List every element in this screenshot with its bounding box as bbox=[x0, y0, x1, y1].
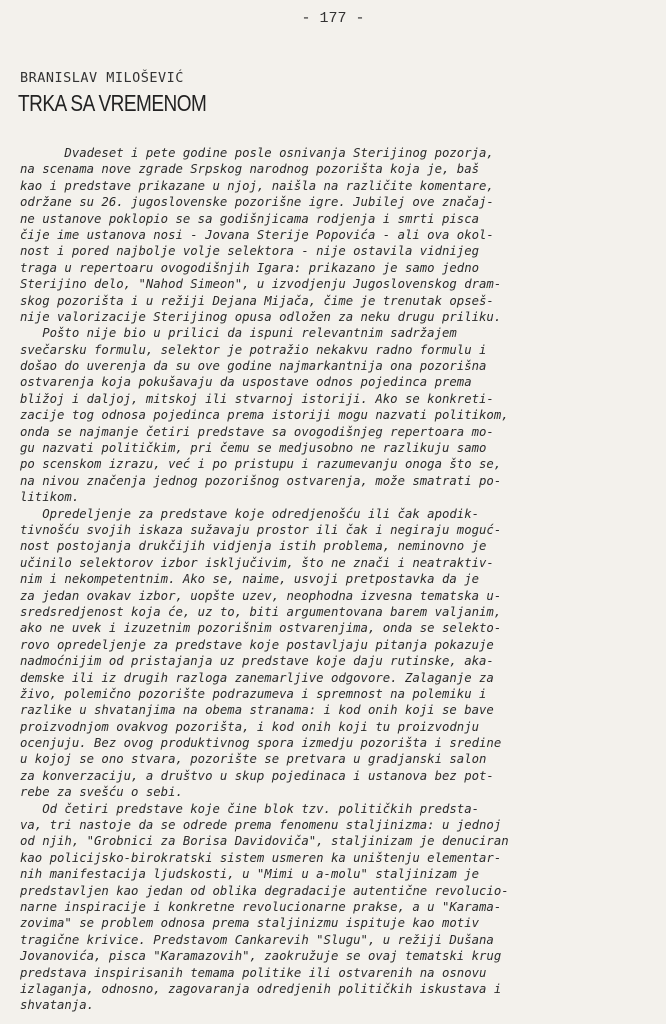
text-line: zovima" se problem odnosa prema staljinizmu ispituje kao motiv bbox=[20, 916, 480, 931]
page-number: - 177 - bbox=[301, 10, 365, 27]
article-title: TRKA SA VREMENOM bbox=[18, 92, 207, 118]
text-line: razlike u shvatanjima na obema stranama: i kod onih koji se bave bbox=[20, 703, 494, 718]
text-line: zacije tog odnosa pojedinca prema istoriji mogu nazvati politikom, bbox=[20, 408, 509, 423]
author-name: BRANISLAV MILOŠEVIĆ bbox=[20, 70, 184, 86]
text-line: Opredeljenje za predstave koje odredjenošću ili čak apodik- bbox=[20, 506, 480, 521]
text-line: kao policijsko-birokratski sistem usmeren ka uništenju elementar- bbox=[20, 850, 502, 865]
text-line: va, tri nastoje da se odrede prema fenomenu staljinizma: u jednoj bbox=[20, 818, 502, 833]
text-line: Sterijino delo, "Nahod Simeon", u izvodjenju Jugoslovenskog dram- bbox=[20, 277, 502, 292]
text-line: nije valorizacije Sterijinog opusa odložen za neku drugu priliku. bbox=[20, 309, 502, 324]
text-line: demske ili iz drugih razloga zanemarljive odgovore. Zalaganje za bbox=[20, 670, 494, 685]
text-line: bližoj i daljoj, mitskoj ili stvarnoj istoriji. Ako se konkreti- bbox=[20, 391, 494, 406]
text-line: rovo opredeljenje za predstave koje postavljaju pitanja pokazuje bbox=[20, 637, 494, 652]
article-body bbox=[20, 145, 648, 1014]
text-line: onda se najmanje četiri predstave sa ovogodišnjeg repertoara mo- bbox=[20, 424, 494, 439]
text-line: nih manifestacija ljudskosti, u "Mimi u a-molu" staljinizam je bbox=[20, 867, 480, 882]
text-line: nim i nekompetentnim. Ako se, naime, usvoji pretpostavka da je bbox=[20, 572, 480, 587]
text-line: traga u repertoaru ovogodišnjih Igara: prikazano je samo jedno bbox=[20, 260, 480, 275]
text-line: narne inspiracije i konkretne revolucionarne prakse, a u "Karama- bbox=[20, 899, 502, 914]
text-line: održane su 26. jugoslovenske pozorišne igre. Jubilej ove značaj- bbox=[20, 195, 494, 210]
text-line: došao do uverenja da su ove godine najmarkantnija ona pozorišna bbox=[20, 359, 487, 374]
text-line: učinilo selektorov izbor isključivim, što ne znači i neatraktiv- bbox=[20, 555, 494, 570]
text-line: na nivou značenja jednog pozorišnog ostvarenja, može smatrati po- bbox=[20, 473, 502, 488]
text-line: za konverzaciju, a društvo u skup pojedinaca i ustanova bez pot- bbox=[20, 768, 494, 783]
text-line: izlaganja, odnosno, zagovaranja odredjenih političkih iskustava i bbox=[20, 981, 502, 996]
text-line: svečarsku formulu, selektor je potražio nekakvu radno formulu i bbox=[20, 342, 487, 357]
text-line: čije ime ustanova nosi - Jovana Sterije Popovića - ali ova okol- bbox=[20, 227, 494, 242]
text-line: rebe za svešću o sebi. bbox=[20, 785, 183, 800]
text-line: Dvadeset i pete godine posle osnivanja Sterijinog pozorja, bbox=[20, 146, 494, 160]
text-line: za jedan ovakav izbor, uopšte uzev, neophodna izvesna tematska u- bbox=[20, 588, 502, 603]
text-line: predstava inspirisanih temama politike ili ostvarenih na osnovu bbox=[20, 965, 487, 980]
text-line: tragične krivice. Predstavom Cankarevih "Slugu", u režiji Dušana bbox=[20, 932, 494, 947]
text-line: litikom. bbox=[20, 490, 80, 505]
text-line: ne ustanove poklopio se sa godišnjicama rodjenja i smrti pisca bbox=[20, 211, 480, 226]
text-line: ocenjuju. Bez ovog produktivnog spora izmedju pozorišta i sredine bbox=[20, 736, 502, 751]
text-line: nost i pored najbolje volje selektora - nije ostavila vidnijeg bbox=[20, 244, 480, 259]
text-line: gu nazvati političkim, pri čemu se medjusobno ne razlikuju samo bbox=[20, 441, 487, 456]
text-line: od njih, "Grobnici za Borisa Davidoviča", staljinizam je denuciran bbox=[20, 834, 509, 849]
text-line: proizvodnjom ovakvog pozorišta, i kod onih koji tu proizvodnju bbox=[20, 719, 480, 734]
text-line: skog pozorišta i u režiji Dejana Mijača, čime je trenutak opseš- bbox=[20, 293, 494, 308]
text-line: po scenskom izrazu, već i po pristupu i razumevanju onoga što se, bbox=[20, 457, 502, 472]
text-line: Od četiri predstave koje čine blok tzv. političkih predsta- bbox=[20, 801, 480, 816]
text-line: na scenama nove zgrade Srpskog narodnog pozorišta koja je, baš bbox=[20, 162, 480, 177]
text-line: nost postojanja drukčijih vidjenja istih problema, neminovno je bbox=[20, 539, 487, 554]
text-line: tivnošću svojih iskaza sužavaju prostor ili čak i negiraju moguć- bbox=[20, 522, 502, 537]
text-line: Pošto nije bio u prilici da ispuni relevantnim sadržajem bbox=[20, 326, 457, 341]
text-line: živo, polemično pozorište podrazumeva i spremnost na polemiku i bbox=[20, 686, 487, 701]
text-line: sredsredjenost koja će, uz to, biti argumentovana barem valjanim, bbox=[20, 604, 502, 619]
text-line: predstavljen kao jedan od oblika degradacije autentične revolucio- bbox=[20, 883, 509, 898]
text-line: u kojoj se ono stvara, pozorište se pretvara u gradjanski salon bbox=[20, 752, 487, 767]
text-line: nadmoćnijim od pristajanja uz predstave koje daju rutinske, aka- bbox=[20, 654, 494, 669]
text-line: ako ne uvek i izuzetnim pozorišnim ostvarenjima, onda se selekto- bbox=[20, 621, 502, 636]
text-line: Jovanovića, pisca "Karamazovih", zaokružuje se ovaj tematski krug bbox=[20, 949, 502, 964]
text-line: shvatanja. bbox=[20, 998, 95, 1013]
text-line: kao i predstave prikazane u njoj, naišla na različite komentare, bbox=[20, 178, 494, 193]
text-line: ostvarenja koja pokušavaju da uspostave odnos pojedinca prema bbox=[20, 375, 472, 390]
